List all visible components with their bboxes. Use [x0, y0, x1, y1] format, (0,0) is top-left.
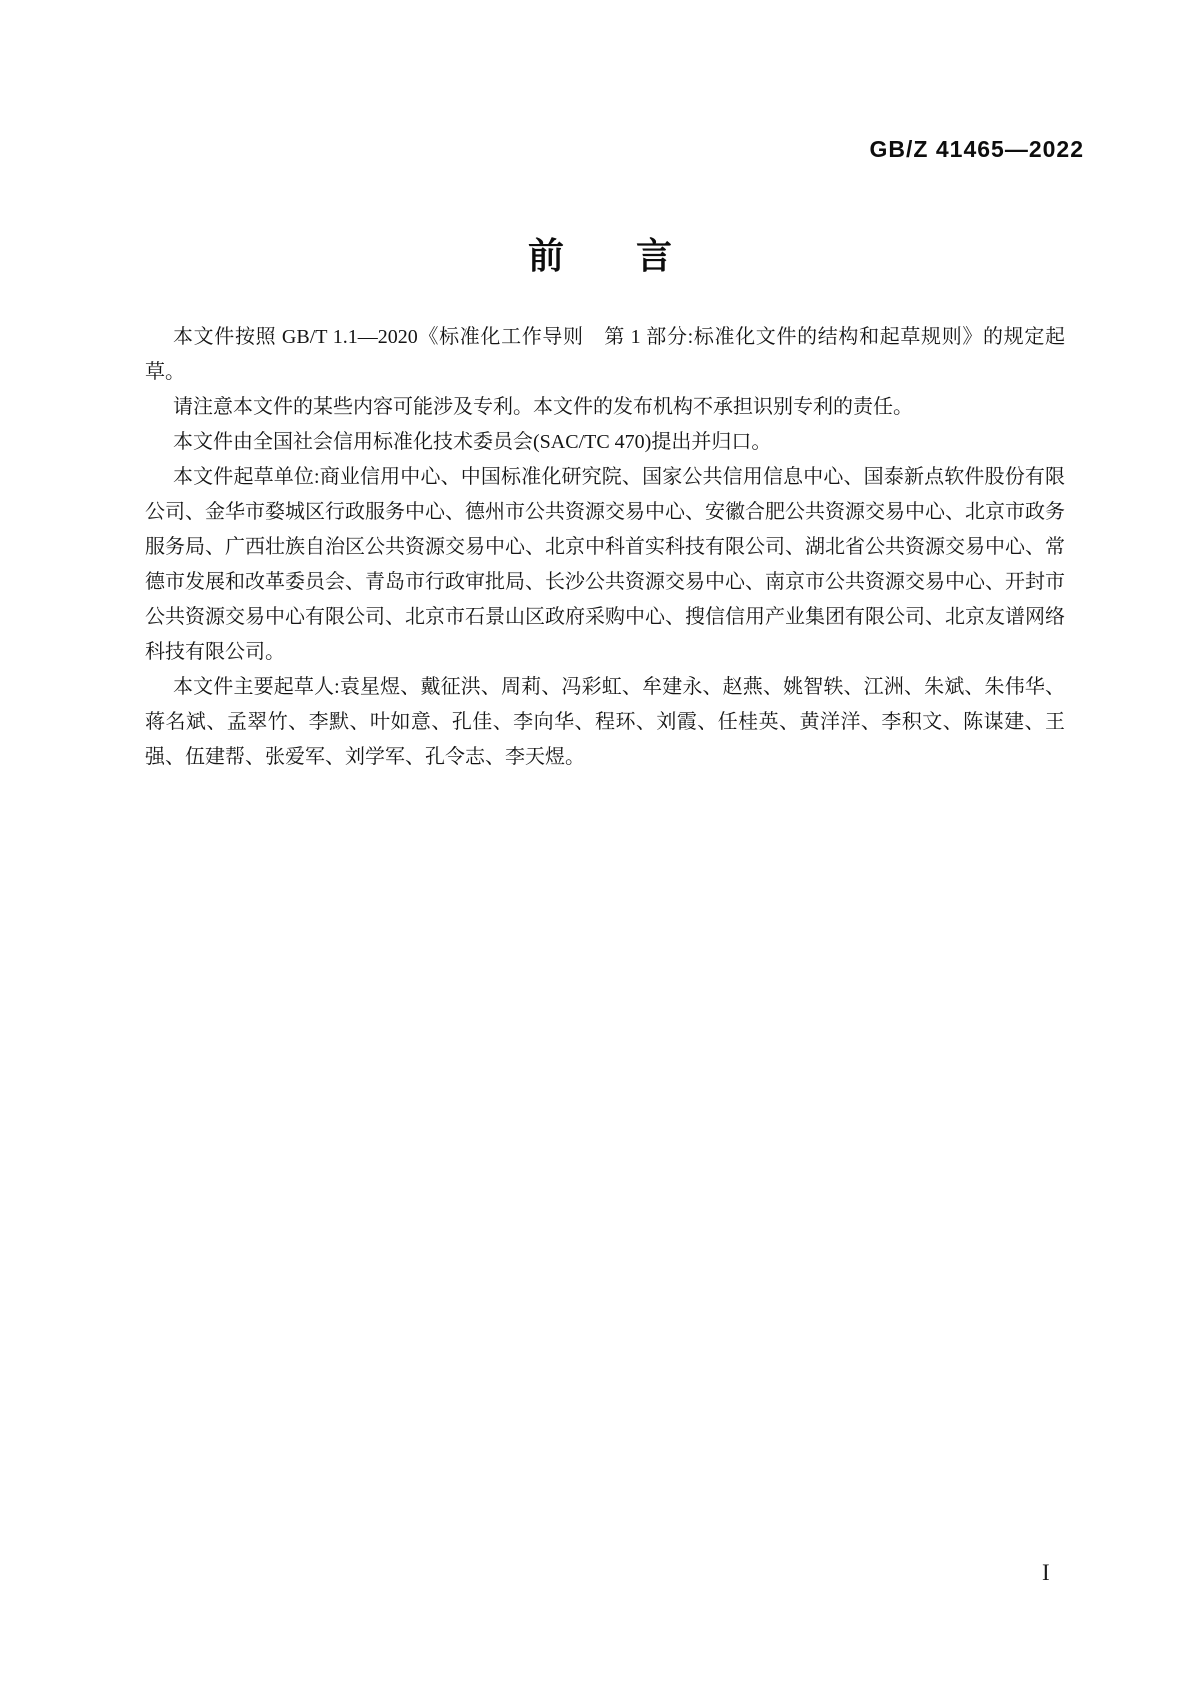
paragraph: 本文件按照 GB/T 1.1—2020《标准化工作导则 第 1 部分:标准化文件的结构和起草规则》的规定起草。: [145, 326, 1065, 383]
body-paragraphs: [145, 320, 1065, 775]
standard-number: GB/Z 41465—2022: [869, 136, 1084, 162]
paragraph: 本文件起草单位:商业信用中心、中国标准化研究院、国家公共信用信息中心、国泰新点软件股份有限公司、金华市婺城区行政服务中心、德州市公共资源交易中心、安徽合肥公共资源交易中心、北京市政务服务局、广西壮族自治区公共资源交易中心、北京中科首实科技有限公司、湖北省公共资源交易中心、常德市发展和改革委员会、青岛市行政审批局、长沙公共资源交易中心、南京市公共资源交易中心、开封市公共资源交易中心有限公司、北京市石景山区政府采购中心、搜信信用产业集团有限公司、北京友谱网络科技有限公司。: [145, 466, 1065, 663]
paragraph: 本文件由全国社会信用标准化技术委员会(SAC/TC 470)提出并归口。: [173, 431, 772, 453]
paragraph: 本文件主要起草人:袁星煜、戴征洪、周莉、冯彩虹、牟建永、赵燕、姚智轶、江洲、朱斌、朱伟华、蒋名斌、孟翠竹、李默、叶如意、孔佳、李向华、程环、刘霞、任桂英、黄洋洋、李积文、陈谋建、王强、伍建帮、张爱军、刘学军、孔令志、李天煜。: [145, 676, 1065, 768]
foreword-title: 前言: [527, 236, 744, 276]
paragraph: 请注意本文件的某些内容可能涉及专利。本文件的发布机构不承担识别专利的责任。: [173, 396, 913, 418]
page-number: I: [1042, 1560, 1050, 1585]
